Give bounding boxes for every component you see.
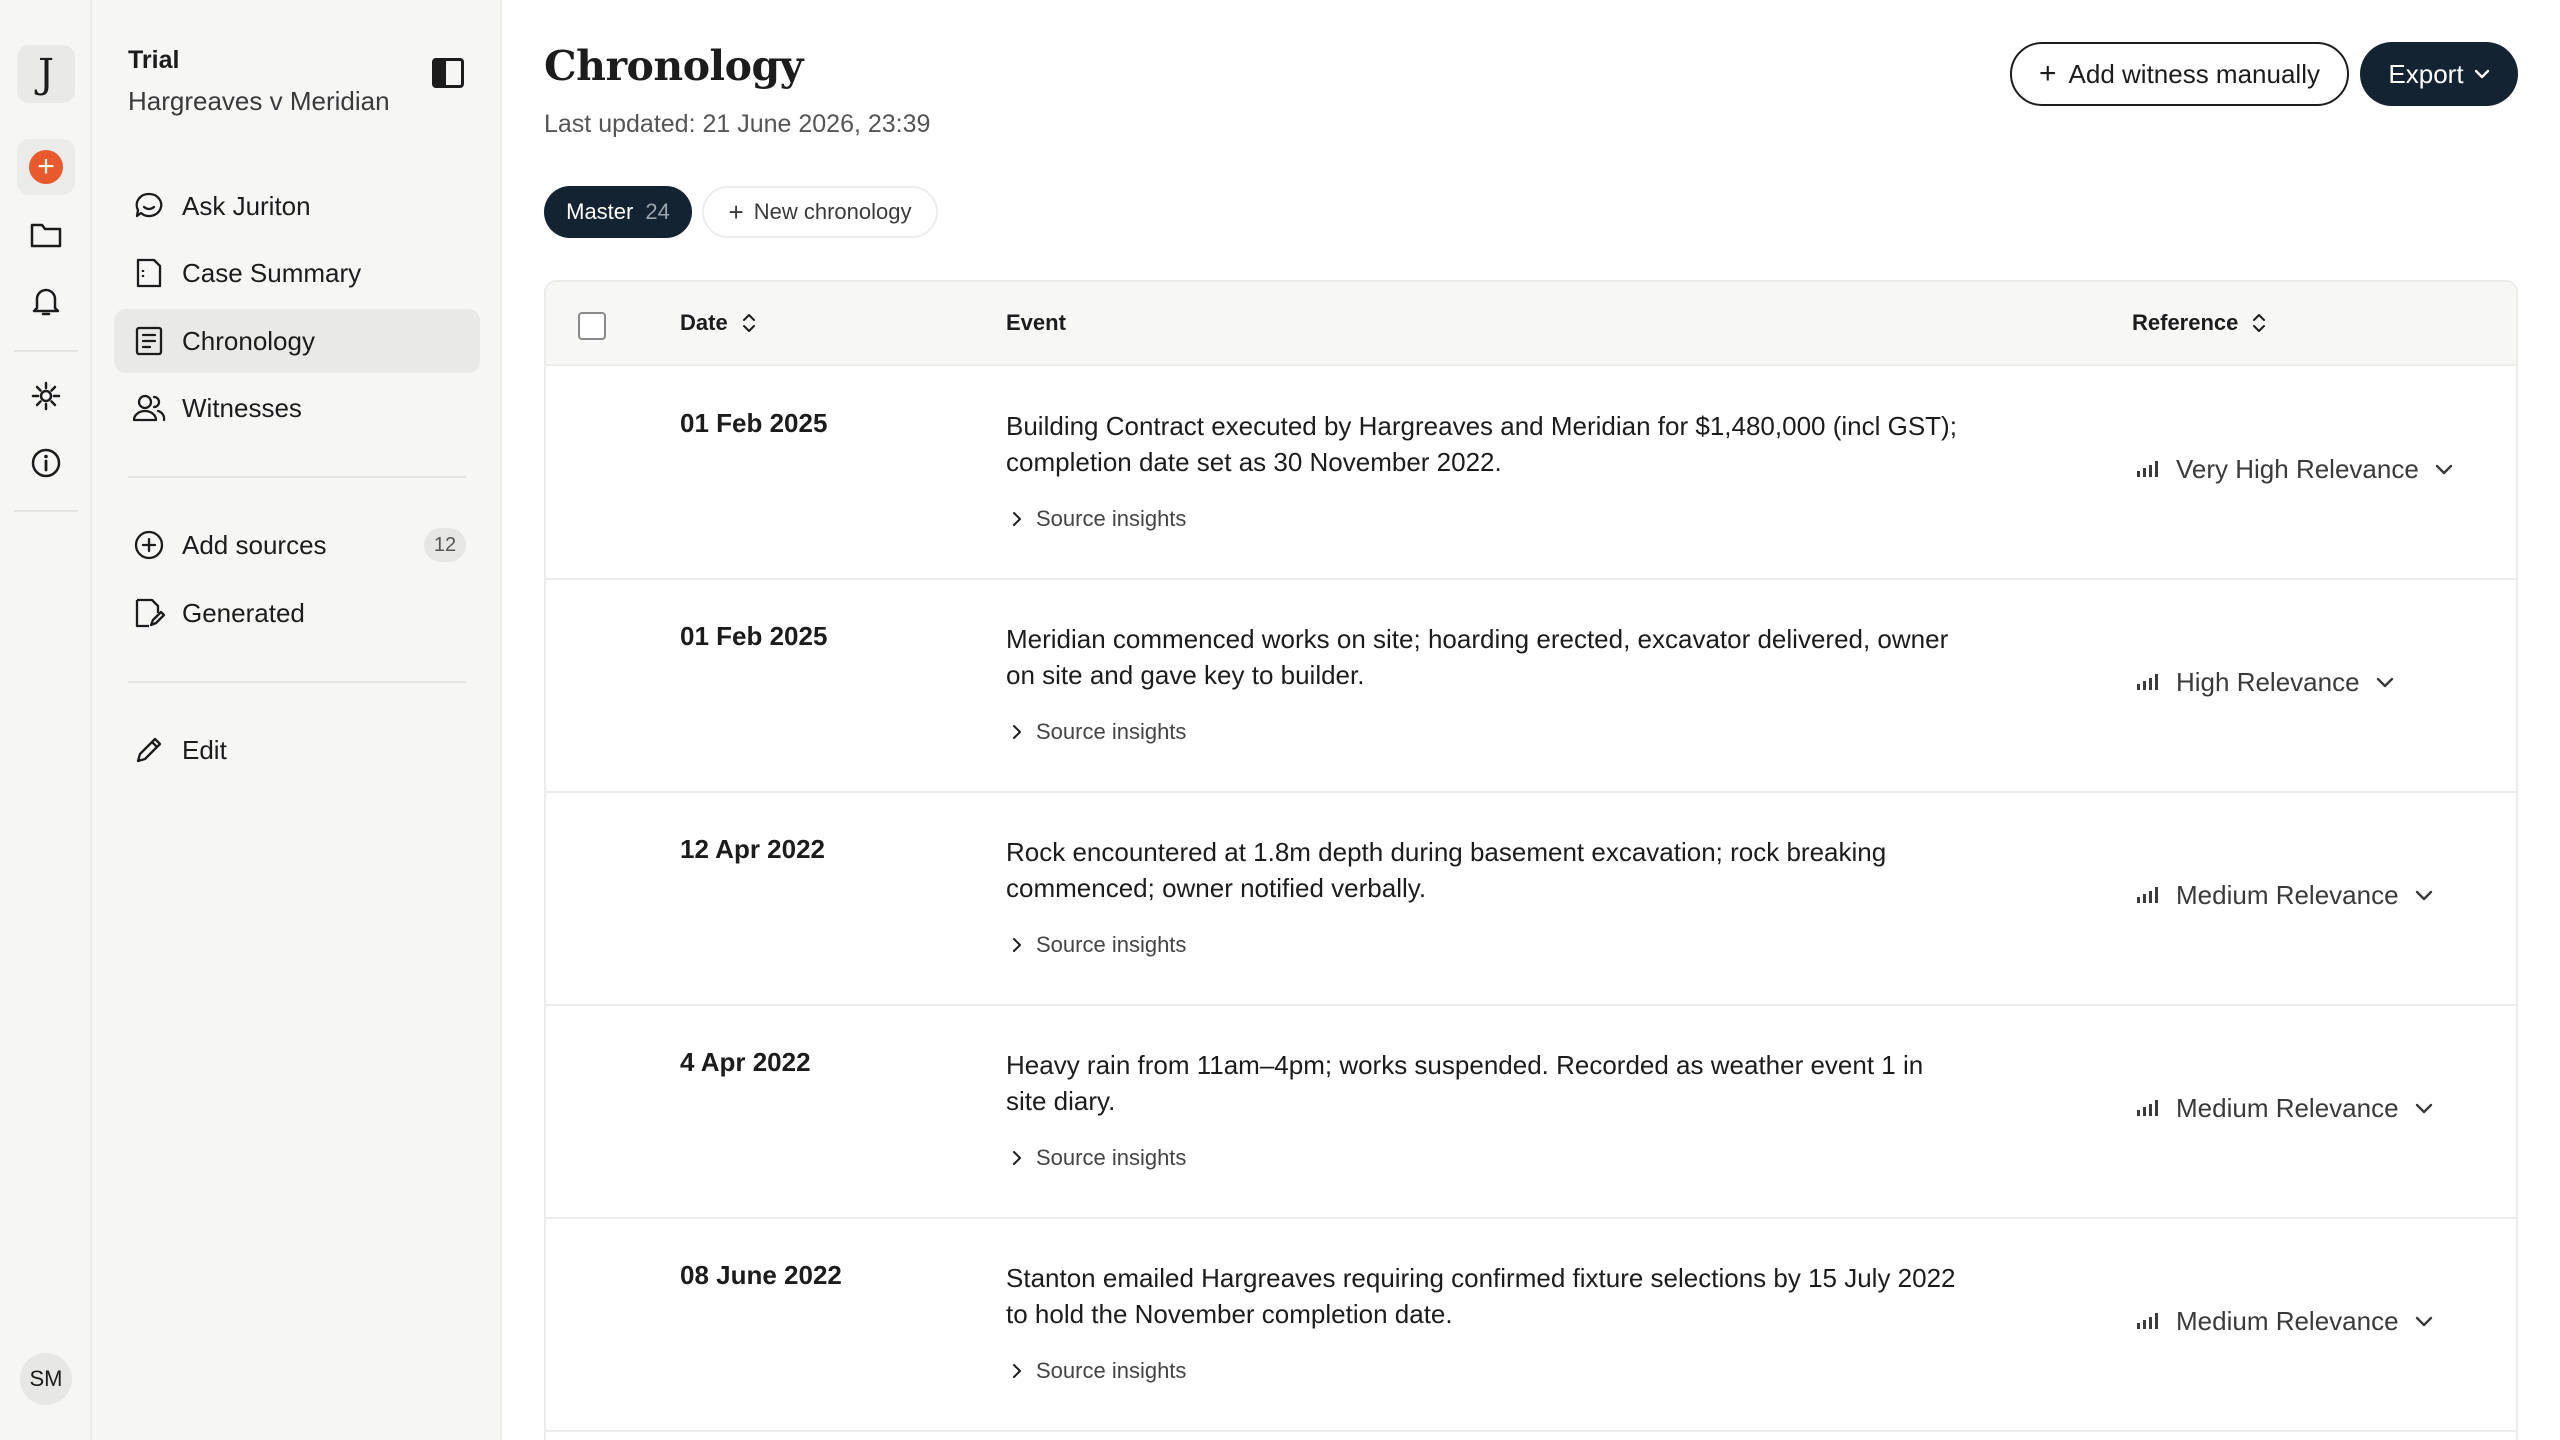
chevron-down-icon (2474, 69, 2490, 79)
relevance-dropdown[interactable] (2136, 667, 2394, 698)
document-icon (132, 256, 166, 290)
sort-icon (742, 312, 756, 334)
table-row[interactable] (546, 579, 2516, 793)
main-content (502, 0, 2560, 1440)
event-date: 01 Feb 2025 (680, 408, 828, 438)
sort-icon (2252, 312, 2266, 334)
add-witness-label: Add witness manually (2068, 58, 2320, 89)
table-row[interactable] (546, 1218, 2516, 1432)
signal-bars-icon (2136, 880, 2162, 911)
app-logo[interactable]: J (17, 45, 75, 103)
last-updated-text: Last updated: 21 June 2026, 23:39 (544, 110, 931, 138)
sidebar-divider (128, 476, 466, 478)
column-label: Event (1006, 310, 1066, 335)
source-insights-label: Source insights (1036, 506, 1187, 531)
bell-icon (31, 285, 61, 317)
source-insights-label: Source insights (1036, 1358, 1187, 1383)
chevron-down-icon (2415, 890, 2433, 902)
relevance-label: Medium Relevance (2176, 1093, 2399, 1123)
source-insights-toggle[interactable] (1012, 719, 1186, 745)
plus-icon: + (29, 150, 63, 184)
chevron-right-icon (1012, 1363, 1022, 1379)
source-insights-label: Source insights (1036, 932, 1187, 957)
rail-divider (14, 350, 78, 352)
add-witness-button[interactable] (2010, 42, 2349, 106)
relevance-label: Medium Relevance (2176, 1306, 2399, 1336)
relevance-label: Medium Relevance (2176, 880, 2399, 910)
relevance-label: High Relevance (2176, 667, 2360, 697)
pencil-icon (132, 733, 166, 767)
page-title: Chronology (544, 42, 803, 90)
signal-bars-icon (2136, 667, 2162, 698)
sources-count-badge: 12 (424, 528, 466, 562)
chevron-down-icon (2376, 677, 2394, 689)
chevron-right-icon (1012, 937, 1022, 953)
event-date: 08 June 2022 (680, 1260, 842, 1290)
new-item-button[interactable] (17, 139, 75, 195)
event-description: Building Contract executed by Hargreaves and Meridian for $1,480,000 (incl GST); completion date set as 30 November 2022. (1006, 411, 1957, 477)
table-row[interactable] (546, 366, 2516, 580)
document-edit-icon (132, 596, 166, 630)
people-icon (132, 391, 166, 425)
chevron-down-icon (2435, 464, 2453, 476)
timeline-icon (132, 324, 166, 358)
sidebar-item-chronology[interactable] (114, 309, 480, 373)
source-insights-label: Source insights (1036, 1145, 1187, 1170)
info-button[interactable] (17, 434, 75, 492)
sidebar-item-label: Case Summary (182, 257, 362, 288)
table-row[interactable] (546, 792, 2516, 1006)
relevance-dropdown[interactable] (2136, 1093, 2433, 1124)
column-header-date[interactable] (680, 310, 756, 336)
source-insights-toggle[interactable] (1012, 1145, 1186, 1171)
export-button[interactable] (2360, 42, 2518, 106)
sidebar-item-generated[interactable] (114, 581, 480, 645)
notifications-button[interactable] (17, 272, 75, 330)
signal-bars-icon (2136, 454, 2162, 485)
new-chronology-button[interactable] (702, 186, 938, 238)
sidebar-item-label: Ask Juriton (182, 190, 311, 221)
relevance-label: Very High Relevance (2176, 454, 2419, 484)
chevron-right-icon (1012, 1150, 1022, 1166)
table-header (546, 282, 2516, 366)
sidebar-item-case-summary[interactable] (114, 241, 480, 305)
plus-icon: + (2039, 57, 2057, 90)
gear-icon (30, 380, 62, 412)
tab-label: New chronology (753, 199, 912, 224)
table-row[interactable] (546, 1005, 2516, 1219)
select-all-checkbox[interactable] (578, 312, 606, 340)
sidebar-item-add-sources[interactable] (114, 513, 480, 577)
column-header-reference[interactable] (2132, 310, 2266, 336)
info-icon (30, 447, 62, 479)
sidebar-divider (128, 681, 466, 683)
settings-button[interactable] (17, 367, 75, 425)
event-description: Stanton emailed Hargreaves requiring confirmed fixture selections by 15 July 2022 to hold the November completion date. (1006, 1263, 1956, 1329)
chevron-down-icon (2415, 1103, 2433, 1115)
event-description: Meridian commenced works on site; hoarding erected, excavator delivered, owner on site and gave key to builder. (1006, 624, 1949, 690)
tab-master[interactable] (544, 186, 692, 238)
sidebar-item-label: Witnesses (182, 392, 302, 423)
source-insights-label: Source insights (1036, 719, 1187, 744)
sidebar-item-label: Chronology (182, 325, 315, 356)
case-name: Hargreaves v Meridian (128, 86, 390, 116)
sidebar-item-witnesses[interactable] (114, 376, 480, 440)
sidebar-item-ask-juriton[interactable] (114, 174, 480, 238)
rail-divider (14, 510, 78, 512)
sidebar-item-edit[interactable] (114, 718, 480, 782)
sidebar-item-label: Edit (182, 734, 227, 765)
case-type: Trial (128, 46, 180, 74)
signal-bars-icon (2136, 1306, 2162, 1337)
source-insights-toggle[interactable] (1012, 1358, 1186, 1384)
sidebar-item-label: Add sources (182, 529, 327, 560)
case-sidebar (92, 0, 502, 1440)
plus-icon: + (728, 197, 744, 227)
tab-count: 24 (645, 199, 670, 224)
chevron-right-icon (1012, 724, 1022, 740)
export-label: Export (2388, 58, 2464, 89)
column-header-event (1006, 310, 1066, 336)
chat-icon (132, 189, 166, 223)
column-label: Date (680, 310, 728, 335)
folder-icon (30, 220, 62, 248)
event-description: Heavy rain from 11am–4pm; works suspended. Recorded as weather event 1 in site diary. (1006, 1050, 1924, 1116)
chevron-down-icon (2415, 1316, 2433, 1328)
sidebar-item-label: Generated (182, 597, 305, 628)
event-date: 01 Feb 2025 (680, 621, 828, 651)
relevance-dropdown[interactable] (2136, 1306, 2433, 1337)
event-date: 12 Apr 2022 (680, 834, 826, 864)
relevance-dropdown[interactable] (2136, 454, 2453, 485)
signal-bars-icon (2136, 1093, 2162, 1124)
sidebar-toggle-icon[interactable] (432, 58, 464, 88)
source-insights-toggle[interactable] (1012, 932, 1186, 958)
icon-rail (0, 0, 92, 1440)
folder-button[interactable] (17, 205, 75, 263)
tab-label: Master (566, 199, 634, 224)
column-label: Reference (2132, 310, 2239, 335)
relevance-dropdown[interactable] (2136, 880, 2433, 911)
user-avatar[interactable]: SM (20, 1353, 72, 1405)
event-date: 4 Apr 2022 (680, 1047, 811, 1077)
chevron-right-icon (1012, 511, 1022, 527)
add-circle-icon (132, 528, 166, 562)
source-insights-toggle[interactable] (1012, 506, 1186, 532)
event-description: Rock encountered at 1.8m depth during basement excavation; rock breaking commenced; owner notified verbally. (1006, 837, 1887, 903)
chronology-table (544, 280, 2518, 1440)
